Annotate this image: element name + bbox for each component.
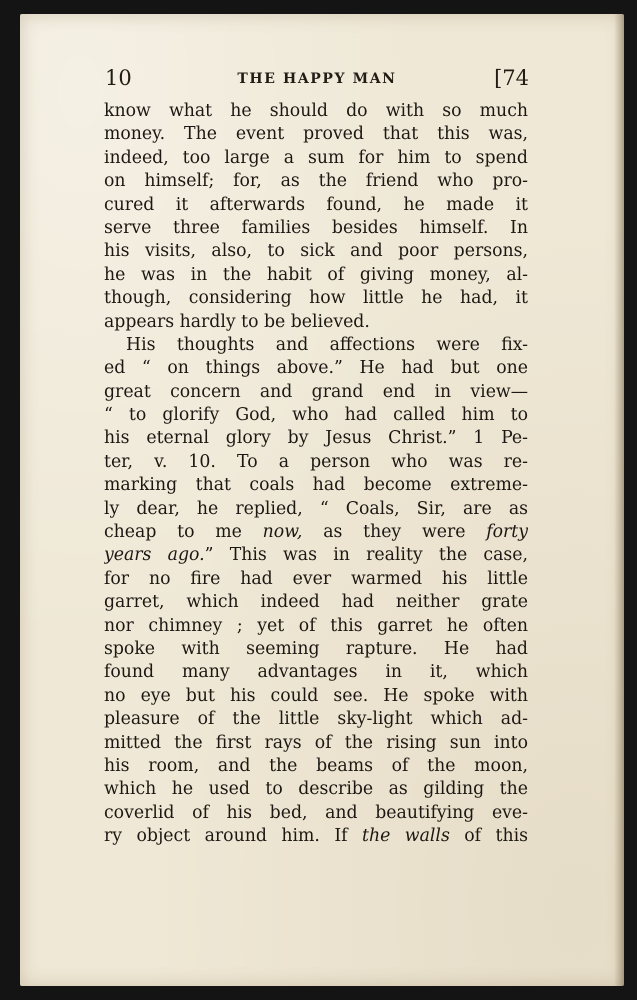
text-line: ter, v. 10. To a person who was re- (104, 451, 528, 472)
text-line: indeed, too large a sum for him to spend (104, 147, 528, 168)
page-number: 10 (105, 66, 132, 90)
signature-mark: [74 (494, 66, 529, 90)
text-line: pleasure of the little sky-light which ad- (104, 709, 528, 730)
text-line: which he used to describe as gilding the (104, 779, 528, 800)
text-line: mitted the first rays of the rising sun into (104, 732, 528, 753)
text-line: his room, and the beams of the moon, (104, 755, 528, 776)
text-line: years ago.” This was in reality the case, (104, 545, 528, 566)
text-line: spoke with seeming rapture. He had (104, 638, 528, 659)
text-line: ly dear, he replied, “ Coals, Sir, are as (104, 498, 528, 519)
text-line: his visits, also, to sick and poor persons, (104, 241, 528, 262)
text-line: know what he should do with so much (104, 101, 528, 121)
text-line: garret, which indeed had neither grate (104, 592, 528, 613)
text-line: nor chimney ; yet of this garret he often (104, 615, 528, 636)
text-line: great concern and grand end in view— (104, 381, 528, 402)
page-gutter-shadow (614, 14, 624, 986)
text-line: cheap to me now, as they were forty (104, 522, 528, 543)
body-text (104, 100, 528, 849)
text-line: “ to glorify God, who had called him to (104, 405, 528, 426)
text-line: for no fire had ever warmed his little (104, 568, 528, 589)
text-line: ry object around him. If the walls of this (104, 826, 528, 847)
running-title: THE HAPPY MAN (237, 71, 397, 87)
text-line: on himself; for, as the friend who pro- (104, 171, 528, 192)
text-line: his eternal glory by Jesus Christ.” 1 Pe- (104, 428, 528, 449)
text-line: found many advantages in it, which (104, 662, 528, 683)
text-line: serve three families besides himself. In (104, 217, 528, 238)
page-header (105, 60, 529, 100)
text-line: no eye but his could see. He spoke with (104, 685, 528, 706)
text-line: appears hardly to be believed. (104, 311, 370, 332)
text-line: coverlid of his bed, and beautifying eve- (104, 802, 528, 823)
text-line: cured it afterwards found, he made it (104, 194, 528, 215)
text-line: money. The event proved that this was, (104, 124, 528, 145)
text-line: though, considering how little he had, it (104, 288, 528, 309)
text-line: marking that coals had become extreme- (104, 475, 528, 496)
text-line: he was in the habit of giving money, al- (104, 264, 528, 285)
text-line: ed “ on things above.” He had but one (104, 358, 528, 379)
text-line: His thoughts and affections were fix- (126, 334, 528, 355)
